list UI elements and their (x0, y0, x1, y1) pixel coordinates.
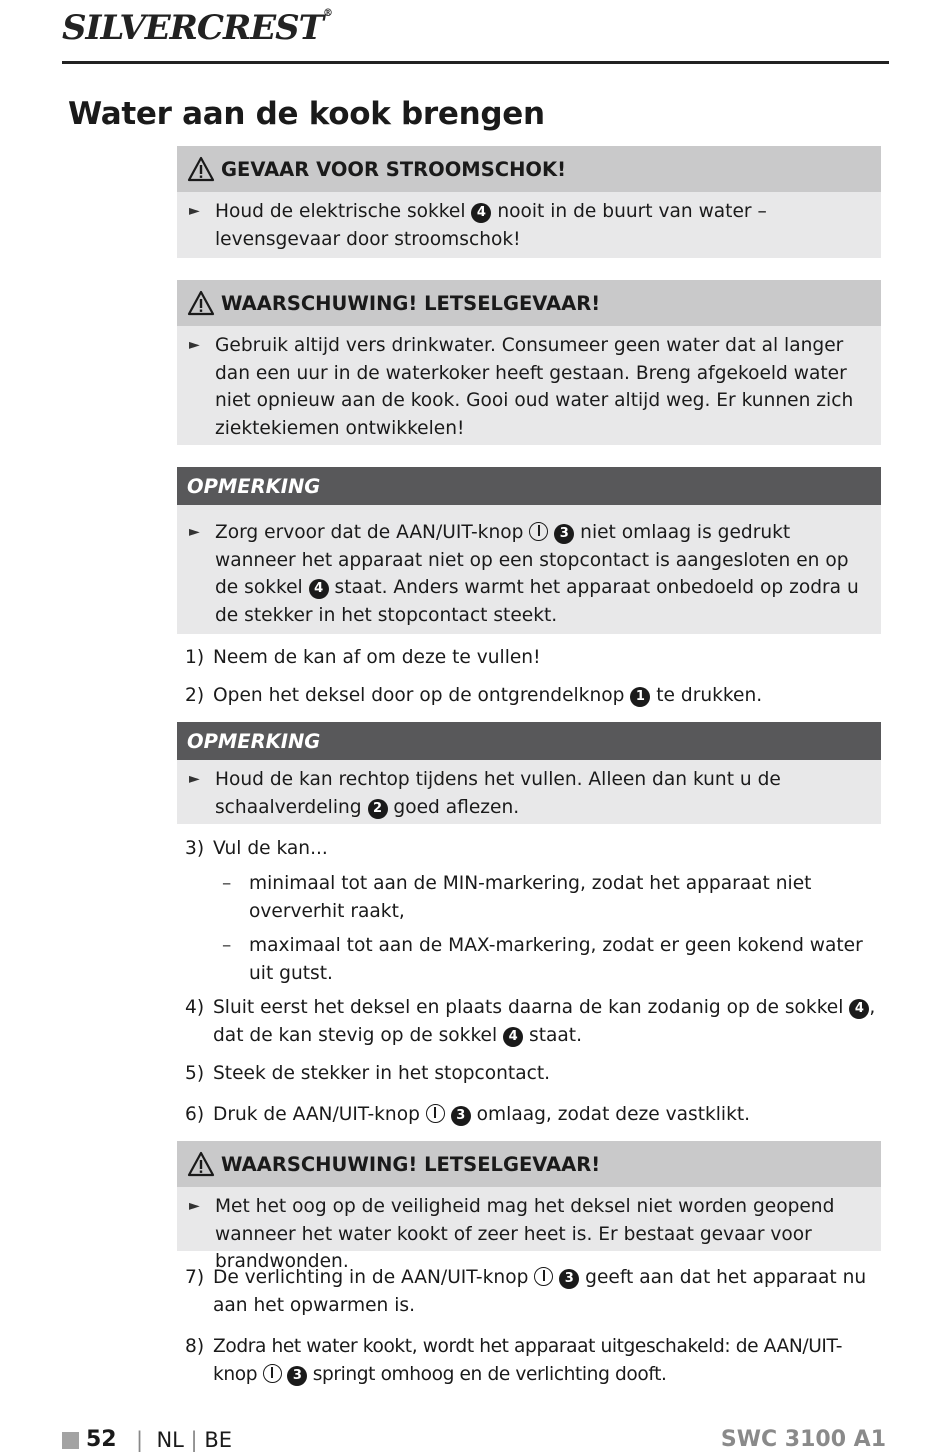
step-text: Neem de kan af om deze te vullen! (213, 647, 541, 668)
note-1-text-c: staat. Anders warmt het apparaat onbedoeld op zodra u de stekker in het stopcontact steekt. (215, 577, 859, 626)
warning-2-text: Met het oog op de veiligheid mag het deksel niet worden geopend wanneer het water kookt of zeer heet is. Er bestaat gevaar voor brandwonden. (215, 1196, 835, 1272)
arrow-right-icon: ► (189, 1198, 200, 1214)
note-2-text-b: goed aflezen. (393, 796, 520, 818)
brand-logo (62, 8, 332, 48)
step-7-text-a: De verlichting in de AAN/UIT-knop (213, 1267, 529, 1288)
warning-box-1-heading: WAARSCHUWING! LETSELGEVAAR! (221, 291, 601, 315)
step-text (213, 1333, 881, 1389)
power-symbol-icon (263, 1364, 282, 1383)
step-4-text-a: Sluit eerst het deksel en plaats daarna de kan zodanig op de sokkel (213, 997, 844, 1018)
warning-1-text: Gebruik altijd vers drinkwater. Consumeer geen water dat al langer dan een uur in de waterkoker heeft gestaan. Breng afgekoeld water niet opnieuw aan de kook. Gooi oud water altijd weg. Er kunnen zich ziektekiemen ontwikkelen! (215, 335, 854, 439)
danger-text-b: nooit in de buurt van water – levensgevaar door stroomschok! (215, 201, 767, 250)
part-number-badge: 4 (471, 203, 491, 223)
danger-box-header (177, 146, 881, 192)
step-2-text-b: te drukken. (656, 685, 763, 706)
registered-mark: ® (322, 8, 332, 19)
step-text: Steek de stekker in het stopcontact. (213, 1063, 551, 1084)
part-number-badge: 3 (559, 1269, 579, 1289)
warning-box-2-header (177, 1141, 881, 1187)
step-text (213, 1101, 881, 1129)
note-box-1-body (177, 505, 881, 633)
step-4-text-c: staat. (529, 1025, 582, 1046)
power-symbol-icon (529, 522, 548, 541)
step-4-text-b: , dat de kan stevig op de sokkel (213, 997, 876, 1046)
dash-mark: – (222, 935, 232, 956)
danger-box-heading: GEVAAR VOOR STROOMSCHOK! (221, 157, 566, 181)
part-number-badge: 3 (287, 1366, 307, 1386)
note-1-text-a: Zorg ervoor dat de AAN/UIT-knop (215, 522, 524, 543)
step-number: 7) (185, 1267, 205, 1288)
step-6-text-b: omlaag, zodat deze vastklikt. (476, 1104, 751, 1125)
warning-triangle-icon (187, 156, 215, 182)
footer-separator: | (190, 1428, 198, 1452)
note-box-2-header: OPMERKING (177, 722, 881, 760)
note-box-2-body (177, 760, 881, 825)
part-number-badge: 3 (451, 1106, 471, 1126)
brand-name: SILVERCREST (62, 8, 323, 48)
note-box-1-header: OPMERKING (177, 467, 881, 505)
danger-box-body (177, 192, 881, 257)
step-8-text-b: springt omhoog en de verlichting dooft. (312, 1364, 667, 1385)
step-7-text-b: geeft aan dat het apparaat nu aan het opwarmen is. (213, 1267, 867, 1316)
arrow-right-icon: ► (189, 524, 200, 540)
footer-square-marker (62, 1432, 79, 1449)
dash-mark: – (222, 873, 232, 894)
note-1-text-b: niet omlaag is gedrukt wanneer het apparaat niet op een stopcontact is aangesloten en op de sokkel (215, 522, 849, 598)
footer-separator: | (136, 1428, 144, 1452)
step-8-text-a: Zodra het water kookt, wordt het apparaat uitgeschakeld: de AAN/UIT-knop (213, 1336, 843, 1385)
language-be: BE (204, 1428, 232, 1452)
sub-item-text: minimaal tot aan de MIN-markering, zodat het apparaat niet oververhit raakt, (249, 873, 812, 922)
note-2-text-a: Houd de kan rechtop tijdens het vullen. Alleen dan kunt u de schaalverdeling (215, 769, 781, 818)
step-text (213, 994, 881, 1050)
language-nl: NL (156, 1428, 184, 1452)
step-number: 8) (185, 1336, 205, 1357)
step-number: 5) (185, 1063, 205, 1084)
step-6-text-a: Druk de AAN/UIT-knop (213, 1104, 420, 1125)
warning-box-1-header (177, 280, 881, 326)
warning-box-1 (177, 280, 881, 445)
warning-box-2-heading: WAARSCHUWING! LETSELGEVAAR! (221, 1152, 601, 1176)
arrow-right-icon: ► (189, 203, 200, 219)
part-number-badge: 4 (849, 999, 869, 1019)
warning-triangle-icon (187, 1151, 215, 1177)
part-number-badge: 2 (368, 799, 388, 819)
step-number: 3) (185, 838, 205, 859)
power-symbol-icon (426, 1104, 445, 1123)
part-number-badge: 4 (503, 1027, 523, 1047)
model-number: SWC 3100 A1 (720, 1427, 886, 1452)
danger-box (177, 146, 881, 258)
arrow-right-icon: ► (189, 771, 200, 787)
step-text (213, 682, 881, 710)
step-text: Vul de kan... (213, 838, 328, 859)
danger-text-a: Houd de elektrische sokkel (215, 201, 466, 222)
step-2-text-a: Open het deksel door op de ontgrendelknop (213, 685, 625, 706)
note-box-2 (177, 722, 881, 824)
step-number: 4) (185, 997, 205, 1018)
step-number: 2) (185, 685, 205, 706)
part-number-badge: 1 (630, 687, 650, 707)
footer-languages (136, 1425, 232, 1455)
arrow-right-icon: ► (189, 337, 200, 353)
step-number: 1) (185, 647, 205, 668)
sub-item-text: maximaal tot aan de MAX-markering, zodat er geen kokend water uit gutst. (249, 935, 863, 984)
note-box-1 (177, 467, 881, 634)
part-number-badge: 3 (554, 524, 574, 544)
page-number: 52 (86, 1427, 117, 1452)
warning-triangle-icon (187, 290, 215, 316)
page-title: Water aan de kook brengen (68, 96, 545, 132)
warning-box-2 (177, 1141, 881, 1272)
step-text (213, 1264, 881, 1320)
part-number-badge: 4 (309, 579, 329, 599)
header-rule (62, 61, 889, 64)
warning-box-1-body (177, 326, 881, 446)
step-number: 6) (185, 1104, 205, 1125)
power-symbol-icon (534, 1267, 553, 1286)
